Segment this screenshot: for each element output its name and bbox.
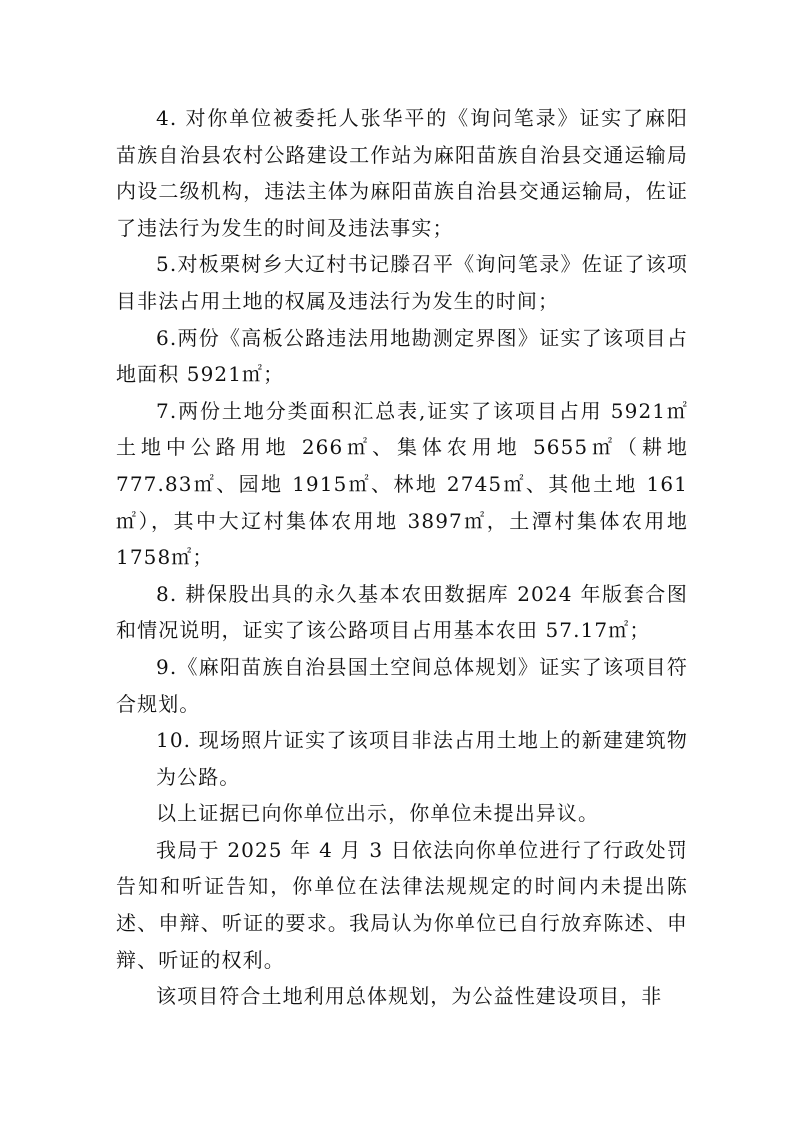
paragraph-evidence-10: 10. 现场照片证实了该项目非法占用土地上的新建建筑物为公路。 [156, 728, 688, 789]
document-body [116, 100, 688, 1015]
paragraph-planning: 该项目符合土地利用总体规划，为公益性建设项目，非 [156, 984, 663, 1009]
paragraph-evidence-8: 8. 耕保股出具的永久基本农田数据库 2024 年版套合图和情况说明，证实了该公路项目占用基本农田 57.17㎡； [116, 581, 688, 643]
paragraph-notice: 我局于 2025 年 4 月 3 日依法向你单位进行了行政处罚告知和听证告知，你单位在法律法规规定的时间内未提出陈述、申辩、听证的要求。我局认为你单位已自行放弃陈述、申辩、听证的权利。 [116, 837, 688, 972]
paragraph-evidence-6: 6.两份《高板公路违法用地勘测定界图》证实了该项目占地面积 5921㎡； [116, 325, 688, 387]
paragraph-evidence-5: 5.对板栗树乡大辽村书记滕召平《询问笔录》佐证了该项目非法占用土地的权属及违法行为发生的时间； [116, 252, 688, 313]
paragraph-evidence-4: 4. 对你单位被委托人张华平的《询问笔录》证实了麻阳苗族自治县农村公路建设工作站为麻阳苗族自治县交通运输局内设二级机构，违法主体为麻阳苗族自治县交通运输局，佐证了违法行为发生的时间及违法事实； [116, 106, 688, 240]
paragraph-evidence-7: 7.两份土地分类面积汇总表,证实了该项目占用 5921㎡土地中公路用地 266㎡、集体农用地 5655㎡（耕地 777.83㎡、园地 1915㎡、林地 2745㎡、其他土地 161㎡），其中大辽村集体农用地 3897㎡，土潭村集体农用地 1758㎡； [116, 398, 688, 570]
paragraph-evidence-summary: 以上证据已向你单位出示，你单位未提出异议。 [156, 801, 600, 826]
paragraph-evidence-9: 9.《麻阳苗族自治县国土空间总体规划》证实了该项目符合规划。 [116, 654, 688, 716]
